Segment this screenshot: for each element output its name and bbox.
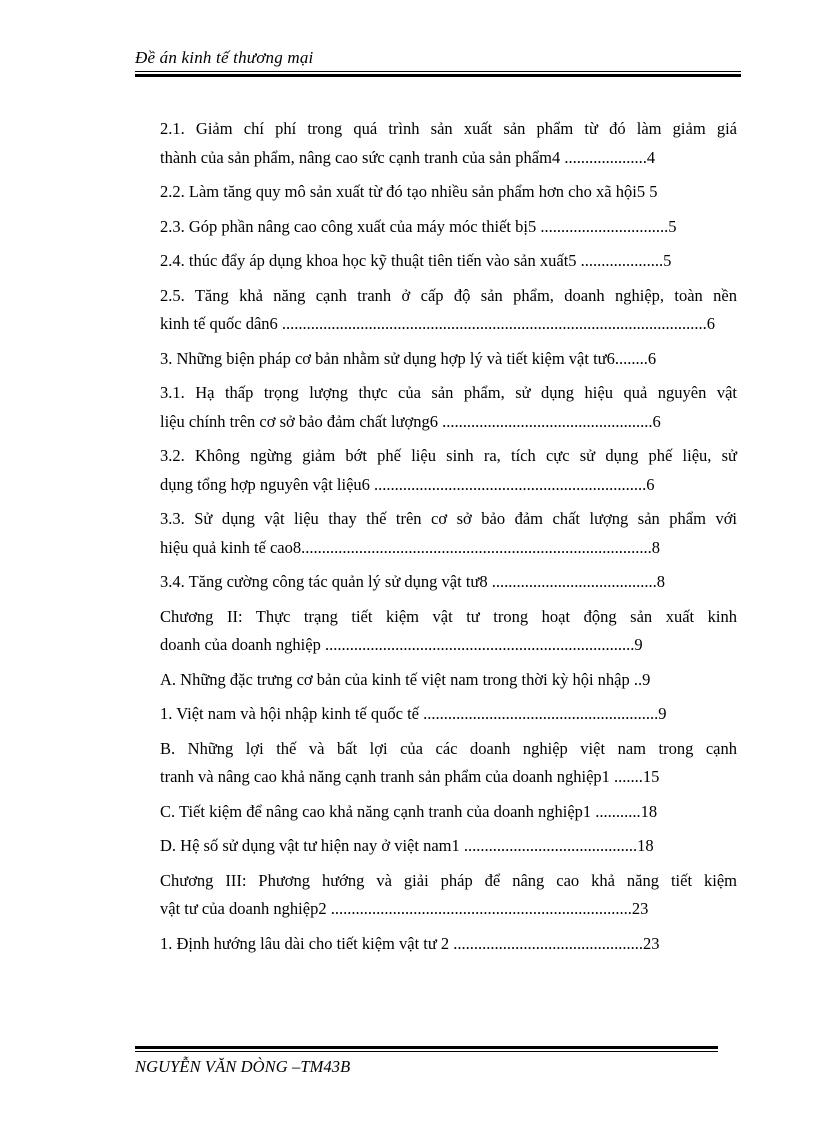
toc-entry-line: liệu chính trên cơ sở bảo đảm chất lượng6 ...................................................6 <box>160 411 661 431</box>
toc-entry <box>160 666 737 695</box>
toc-entry-line: doanh của doanh nghiệp ...........................................................................9 <box>160 635 643 654</box>
toc-entry-line: vật tư của doanh nghiệp2 .........................................................................23 <box>160 899 649 918</box>
header-rule-thick <box>135 74 741 77</box>
toc-entry <box>160 832 737 861</box>
footer-rule-thin <box>135 1051 718 1052</box>
toc-entry-line: 2.5. Tăng khả năng cạnh tranh ở cấp độ sản phẩm, doanh nghiệp, toàn nền <box>160 285 737 305</box>
toc-entry-line: C. Tiết kiệm để nâng cao khả năng cạnh tranh của doanh nghiệp1 ...........18 <box>160 801 658 821</box>
toc-entry <box>160 213 737 242</box>
toc-entry-line: A. Những đặc trưng cơ bản của kinh tế việt nam trong thời kỳ hội nhập ..9 <box>160 669 651 689</box>
toc-entry-line: 3.3. Sử dụng vật liệu thay thế trên cơ sở bảo đảm chất lượng sản phẩm với <box>160 509 737 528</box>
toc-entry-line: B. Những lợi thế và bất lợi của các doanh nghiệp việt nam trong cạnh <box>160 738 737 758</box>
footer-rule-thick <box>135 1046 718 1049</box>
toc-entry <box>160 282 737 339</box>
toc-entry <box>160 345 737 374</box>
toc-entry <box>160 247 737 276</box>
header-rule-thin <box>135 71 741 72</box>
toc-entry <box>160 115 737 172</box>
toc-entry <box>160 700 737 729</box>
toc-entry-line: hiệu quả kinh tế cao8.....................................................................................8 <box>160 537 660 557</box>
toc-entry-line: kinh tế quốc dân6 .......................................................................................................6 <box>160 314 716 333</box>
toc-entry <box>160 930 737 959</box>
toc-entry-line: D. Hệ số sử dụng vật tư hiện nay ở việt nam1 ..........................................18 <box>160 836 654 855</box>
toc-entry <box>160 442 737 499</box>
toc-entry-line: 3.1. Hạ thấp trọng lượng thực của sản phẩm, sử dụng hiệu quả nguyên vật <box>160 383 737 402</box>
table-of-contents <box>160 115 737 964</box>
toc-entry-line: 2.2. Làm tăng quy mô sản xuất từ đó tạo nhiều sản phẩm hơn cho xã hội5 5 <box>160 182 658 201</box>
toc-entry-line: 3. Những biện pháp cơ bản nhằm sử dụng hợp lý và tiết kiệm vật tư6........6 <box>160 348 657 368</box>
toc-entry <box>160 568 737 597</box>
toc-entry-line: 2.4. thúc đẩy áp dụng khoa học kỹ thuật tiên tiến vào sản xuất5 ....................5 <box>160 251 672 270</box>
toc-entry <box>160 735 737 792</box>
toc-entry <box>160 798 737 827</box>
toc-entry <box>160 178 737 207</box>
toc-entry-line: 2.3. Góp phần nâng cao công xuất của máy móc thiết bị5 ...............................5 <box>160 216 677 236</box>
toc-entry-line: tranh và nâng cao khả năng cạnh tranh sản phẩm của doanh nghiệp1 .......15 <box>160 767 660 786</box>
toc-entry-line: 1. Việt nam và hội nhập kinh tế quốc tế .........................................................9 <box>160 704 667 723</box>
toc-entry-line: Chương II: Thực trạng tiết kiệm vật tư trong hoạt động sản xuất kinh <box>160 606 737 626</box>
toc-entry <box>160 379 737 436</box>
toc-entry-line: 1. Định hướng lâu dài cho tiết kiệm vật tư 2 ..............................................23 <box>160 933 660 953</box>
toc-entry-line: 2.1. Giảm chí phí trong quá trình sản xuất sản phẩm từ đó làm giảm giá <box>160 119 737 138</box>
toc-entry <box>160 867 737 924</box>
toc-entry-line: Chương III: Phương hướng và giải pháp để nâng cao khả năng tiết kiệm <box>160 870 737 890</box>
toc-entry-line: 3.4. Tăng cường công tác quản lý sử dụng vật tư8 ........................................8 <box>160 572 665 591</box>
document-title: Đề án kinh tế thương mại <box>135 48 314 67</box>
toc-entry-line: thành của sản phẩm, nâng cao sức cạnh tranh của sản phẩm4 ....................4 <box>160 147 656 167</box>
toc-entry <box>160 603 737 660</box>
footer-author: NGUYỄN VĂN DÒNG –TM43B <box>135 1057 351 1076</box>
toc-entry-line: 3.2. Không ngừng giảm bớt phế liệu sinh ra, tích cực sử dụng phế liệu, sử <box>160 446 737 465</box>
toc-entry-line: dụng tổng hợp nguyên vật liệu6 ..................................................................6 <box>160 474 655 494</box>
toc-entry <box>160 505 737 562</box>
